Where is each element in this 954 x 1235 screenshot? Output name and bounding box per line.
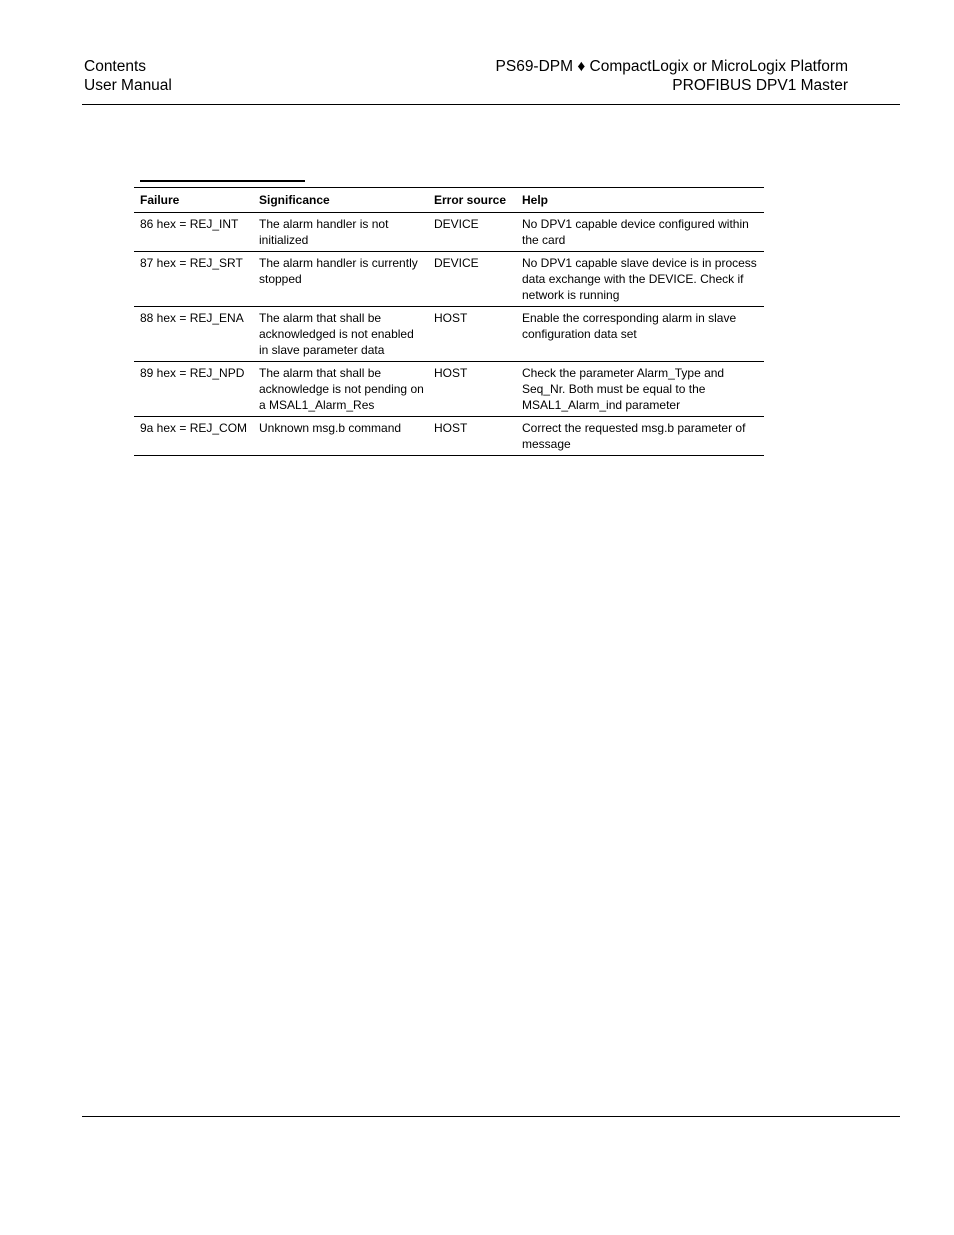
significance-cell: The alarm handler is currently stopped	[253, 252, 428, 307]
page-header-right	[496, 57, 848, 95]
significance-cell: The alarm handler is not initialized	[253, 213, 428, 252]
significance-cell: The alarm that shall be acknowledged is not enabled in slave parameter data	[253, 307, 428, 362]
table-row	[134, 362, 764, 417]
table-row	[134, 252, 764, 307]
page-header-left	[84, 57, 172, 95]
table-row	[134, 213, 764, 252]
help-cell: No DPV1 capable slave device is in process data exchange with the DEVICE. Check if network is running	[516, 252, 764, 307]
header-divider	[82, 104, 900, 105]
table-row	[134, 307, 764, 362]
error-source-cell: HOST	[428, 362, 516, 417]
error-source-cell: HOST	[428, 417, 516, 456]
header-product-title: PS69-DPM ♦ CompactLogix or MicroLogix Platform	[495, 58, 848, 75]
table-caption-bar	[140, 180, 305, 182]
help-cell: Correct the requested msg.b parameter of message	[516, 417, 764, 456]
header-product-subtitle: PROFIBUS DPV1 Master	[672, 77, 848, 94]
help-cell: Check the parameter Alarm_Type and Seq_Nr. Both must be equal to the MSAL1_Alarm_ind parameter	[516, 362, 764, 417]
failure-cell: 87 hex = REJ_SRT	[134, 252, 253, 307]
table-row	[134, 417, 764, 456]
failure-cell: 86 hex = REJ_INT	[134, 213, 253, 252]
failure-cell: 89 hex = REJ_NPD	[134, 362, 253, 417]
error-codes-table	[134, 187, 764, 456]
significance-cell: Unknown msg.b command	[253, 417, 428, 456]
failure-cell: 9a hex = REJ_COM	[134, 417, 253, 456]
column-header-help: Help	[516, 188, 764, 213]
table-header-row	[134, 188, 764, 213]
header-document-type: User Manual	[84, 77, 172, 94]
help-cell: Enable the corresponding alarm in slave configuration data set	[516, 307, 764, 362]
column-header-significance: Significance	[253, 188, 428, 213]
error-source-cell: DEVICE	[428, 252, 516, 307]
column-header-failure: Failure	[134, 188, 253, 213]
error-source-cell: HOST	[428, 307, 516, 362]
footer-divider	[82, 1116, 900, 1117]
header-section-title: Contents	[84, 58, 147, 75]
help-cell: No DPV1 capable device configured within the card	[516, 213, 764, 252]
error-source-cell: DEVICE	[428, 213, 516, 252]
significance-cell: The alarm that shall be acknowledge is not pending on a MSAL1_Alarm_Res	[253, 362, 428, 417]
column-header-error-source: Error source	[428, 188, 516, 213]
failure-cell: 88 hex = REJ_ENA	[134, 307, 253, 362]
